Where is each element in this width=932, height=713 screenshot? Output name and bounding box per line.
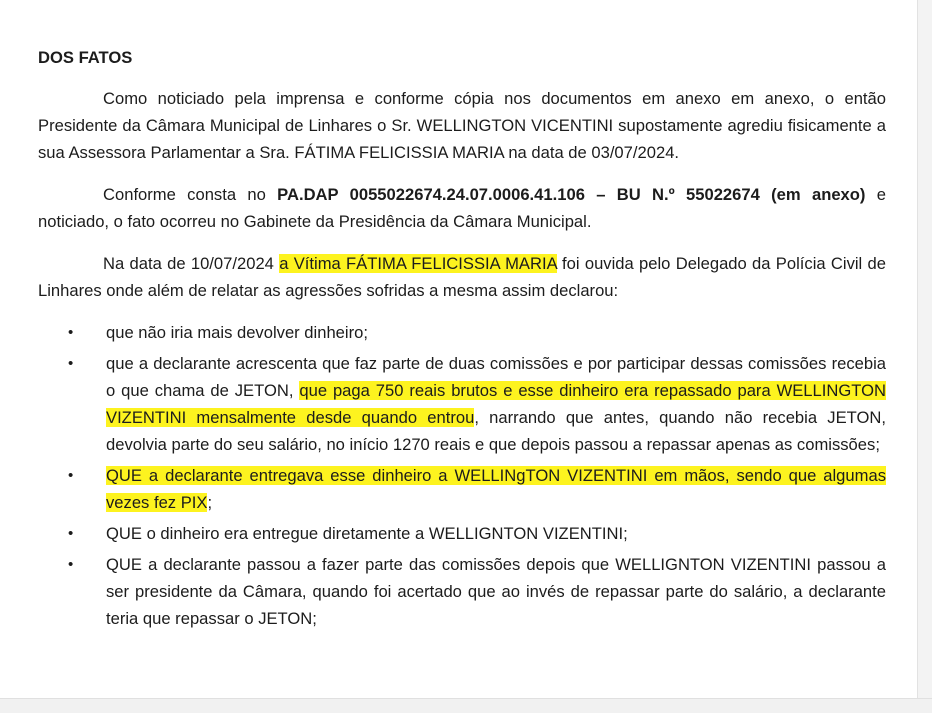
list-item	[38, 462, 886, 516]
list-item-text: que a declarante acrescenta que faz parte de duas comissões e por participar dessas comissões recebia o que chama de JETON,	[106, 354, 886, 400]
paragraph-2	[38, 181, 886, 235]
list-item	[38, 551, 886, 632]
list-item-text: que não iria mais devolver dinheiro;	[106, 323, 368, 342]
paragraph-2-text: Conforme consta no	[103, 185, 278, 204]
section-heading: DOS FATOS	[38, 48, 133, 67]
paragraph-2-reference: PA.DAP 0055022674.24.07.0006.41.106 – BU N.º 55022674 (em anexo)	[277, 185, 866, 204]
paragraph-3-highlight: a Vítima FÁTIMA FELICISSIA MARIA	[279, 254, 557, 273]
bullet-icon: •	[68, 467, 74, 484]
paragraph-3-text: Na data de 10/07/2024	[103, 254, 280, 273]
list-item-text: QUE a declarante passou a fazer parte das comissões depois que WELLIGNTON VIZENTINI passou a ser presidente da Câmara, quando foi acertado que ao invés de repassar parte do salário, a declarante teria que repassar o JETON;	[106, 555, 886, 628]
list-item-text: QUE o dinheiro era entregue diretamente a WELLIGNTON VIZENTINI;	[106, 524, 628, 543]
declaration-list	[38, 319, 886, 632]
list-item	[38, 319, 886, 346]
bullet-icon: •	[68, 525, 74, 542]
paragraph-1: Como noticiado pela imprensa e conforme cópia nos documentos em anexo em anexo, o então Presidente da Câmara Municipal de Linhares o Sr. WELLINGTON VICENTINI supostamente agrediu fisicamente a sua Assessora Parlamentar a Sra. FÁTIMA FELICISSIA MARIA na data de 03/07/2024.	[38, 89, 886, 162]
paragraph-3-text-end: foi ouvida pelo Delegado da Polícia Civil de Linhares onde além de relatar as agressões sofridas a mesma assim declarou:	[38, 254, 886, 300]
list-item-highlight: QUE a declarante entregava esse dinheiro a WELLINgTON VIZENTINI em mãos, sendo que algumas vezes fez PIX	[106, 466, 886, 512]
list-item	[38, 520, 886, 547]
list-item	[38, 350, 886, 458]
horizontal-scrollbar[interactable]	[0, 698, 932, 713]
document-body	[38, 44, 886, 636]
bullet-icon: •	[68, 556, 74, 573]
bullet-icon: •	[68, 355, 74, 372]
scrollbar-track[interactable]	[917, 0, 932, 713]
paragraph-3	[38, 250, 886, 304]
bullet-icon: •	[68, 324, 74, 341]
list-item-text-end: , narrando que antes, quando não recebia JETON, devolvia parte do seu salário, no início 1270 reais e que depois passou a repassar apenas as comissões;	[106, 408, 886, 454]
list-item-highlight: que paga 750 reais brutos e esse dinheiro era repassado para WELLINGTON VIZENTINI mensalmente desde quando entrou	[106, 381, 886, 427]
paragraph-2-text-end: e noticiado, o fato ocorreu no Gabinete da Presidência da Câmara Municipal.	[38, 185, 886, 231]
list-item-text-end: ;	[207, 493, 213, 512]
